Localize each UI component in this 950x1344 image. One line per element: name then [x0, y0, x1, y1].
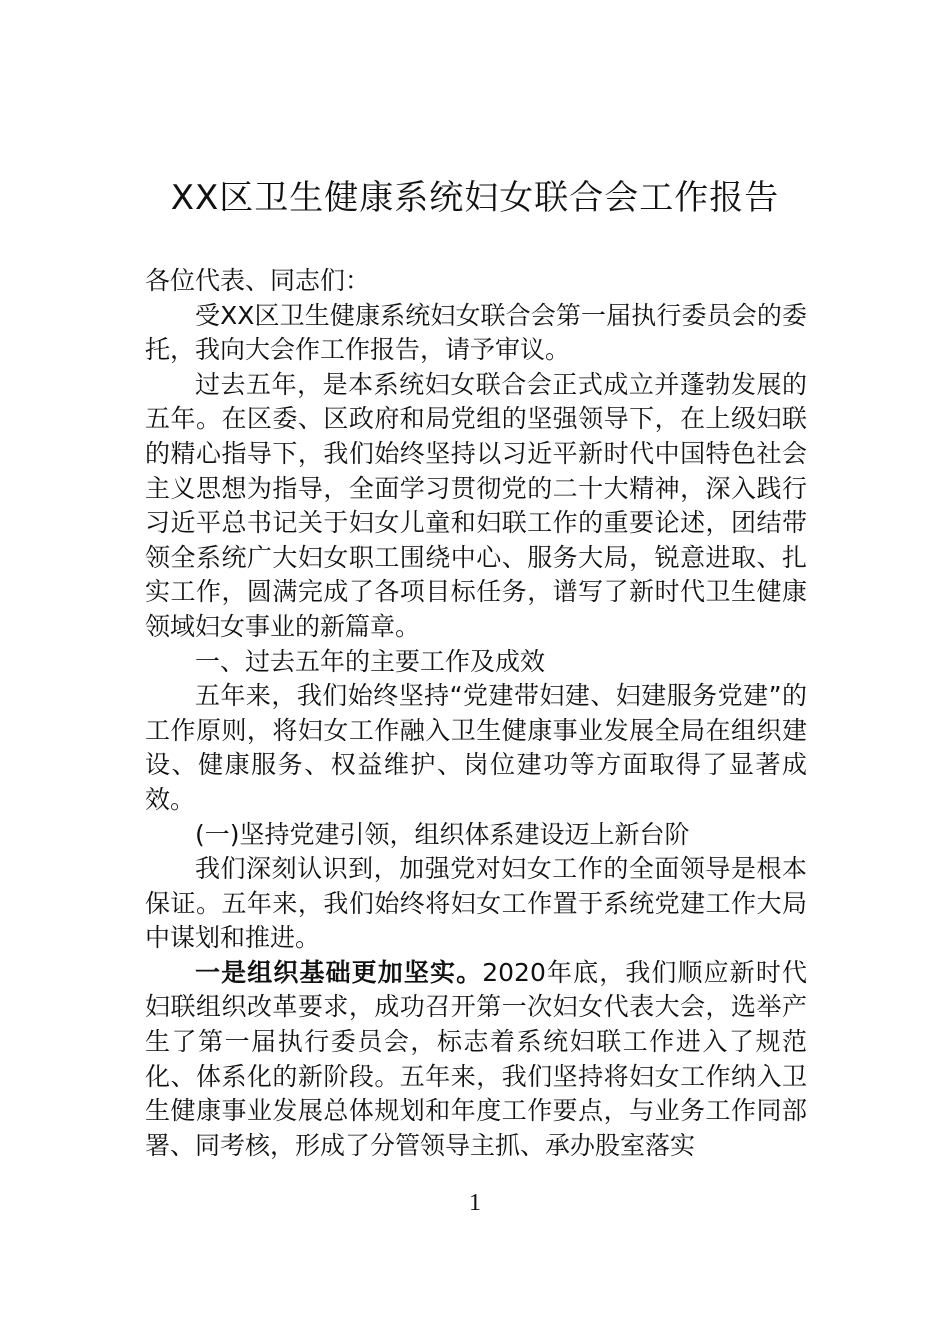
- paragraph-organization: [145, 956, 807, 1164]
- paragraph-summary: 五年来，我们始终坚持“党建带妇建、妇建服务党建”的工作原则，将妇女工作融入卫生健康事业发展全局在组织建设、健康服务、权益维护、岗位建功等方面取得了显著成效。: [145, 681, 807, 814]
- paragraph-intro: 受XX区卫生健康系统妇女联合会第一届执行委员会的委托，我向大会作工作报告，请予审议。: [145, 300, 807, 365]
- paragraph-party-leadership: 我们深刻认识到，加强党对妇女工作的全面领导是根本保证。五年来，我们始终将妇女工作置于系统党建工作大局中谋划和推进。: [145, 854, 807, 953]
- section-heading: 一、过去五年的主要工作及成效: [195, 646, 546, 676]
- document-title: XX区卫生健康系统妇女联合会工作报告: [170, 178, 780, 218]
- document-body: [145, 264, 807, 1163]
- page-number: 1: [469, 1190, 481, 1216]
- subsection-heading: (一)坚持党建引领，组织体系建设迈上新台阶: [195, 819, 690, 849]
- bold-lead: 一是组织基础更加坚实。: [195, 957, 483, 987]
- organization-text: 2020年底，我们顺应新时代妇联组织改革要求，成功召开第一次妇女代表大会，选举产生了第一届执行委员会，标志着系统妇联工作进入了规范化、体系化的新阶段。五年来，我们坚持将妇女工作纳入卫生健康事业发展总体规划和年度工作要点，与业务工作同部署、同考核，形成了分管领导主抓、承办股室落实: [145, 957, 807, 1160]
- greeting: 各位代表、同志们：: [145, 266, 371, 295]
- paragraph-review: 过去五年，是本系统妇女联合会正式成立并蓬勃发展的五年。在区委、区政府和局党组的坚强领导下，在上级妇联的精心指导下，我们始终坚持以习近平新时代中国特色社会主义思想为指导，全面学习贯彻党的二十大精神，深入践行习近平总书记关于妇女儿童和妇联工作的重要论述，团结带领全系统广大妇女职工围绕中心、服务大局，锐意进取、扎实工作，圆满完成了各项目标任务，谱写了新时代卫生健康领域妇女事业的新篇章。: [145, 369, 807, 641]
